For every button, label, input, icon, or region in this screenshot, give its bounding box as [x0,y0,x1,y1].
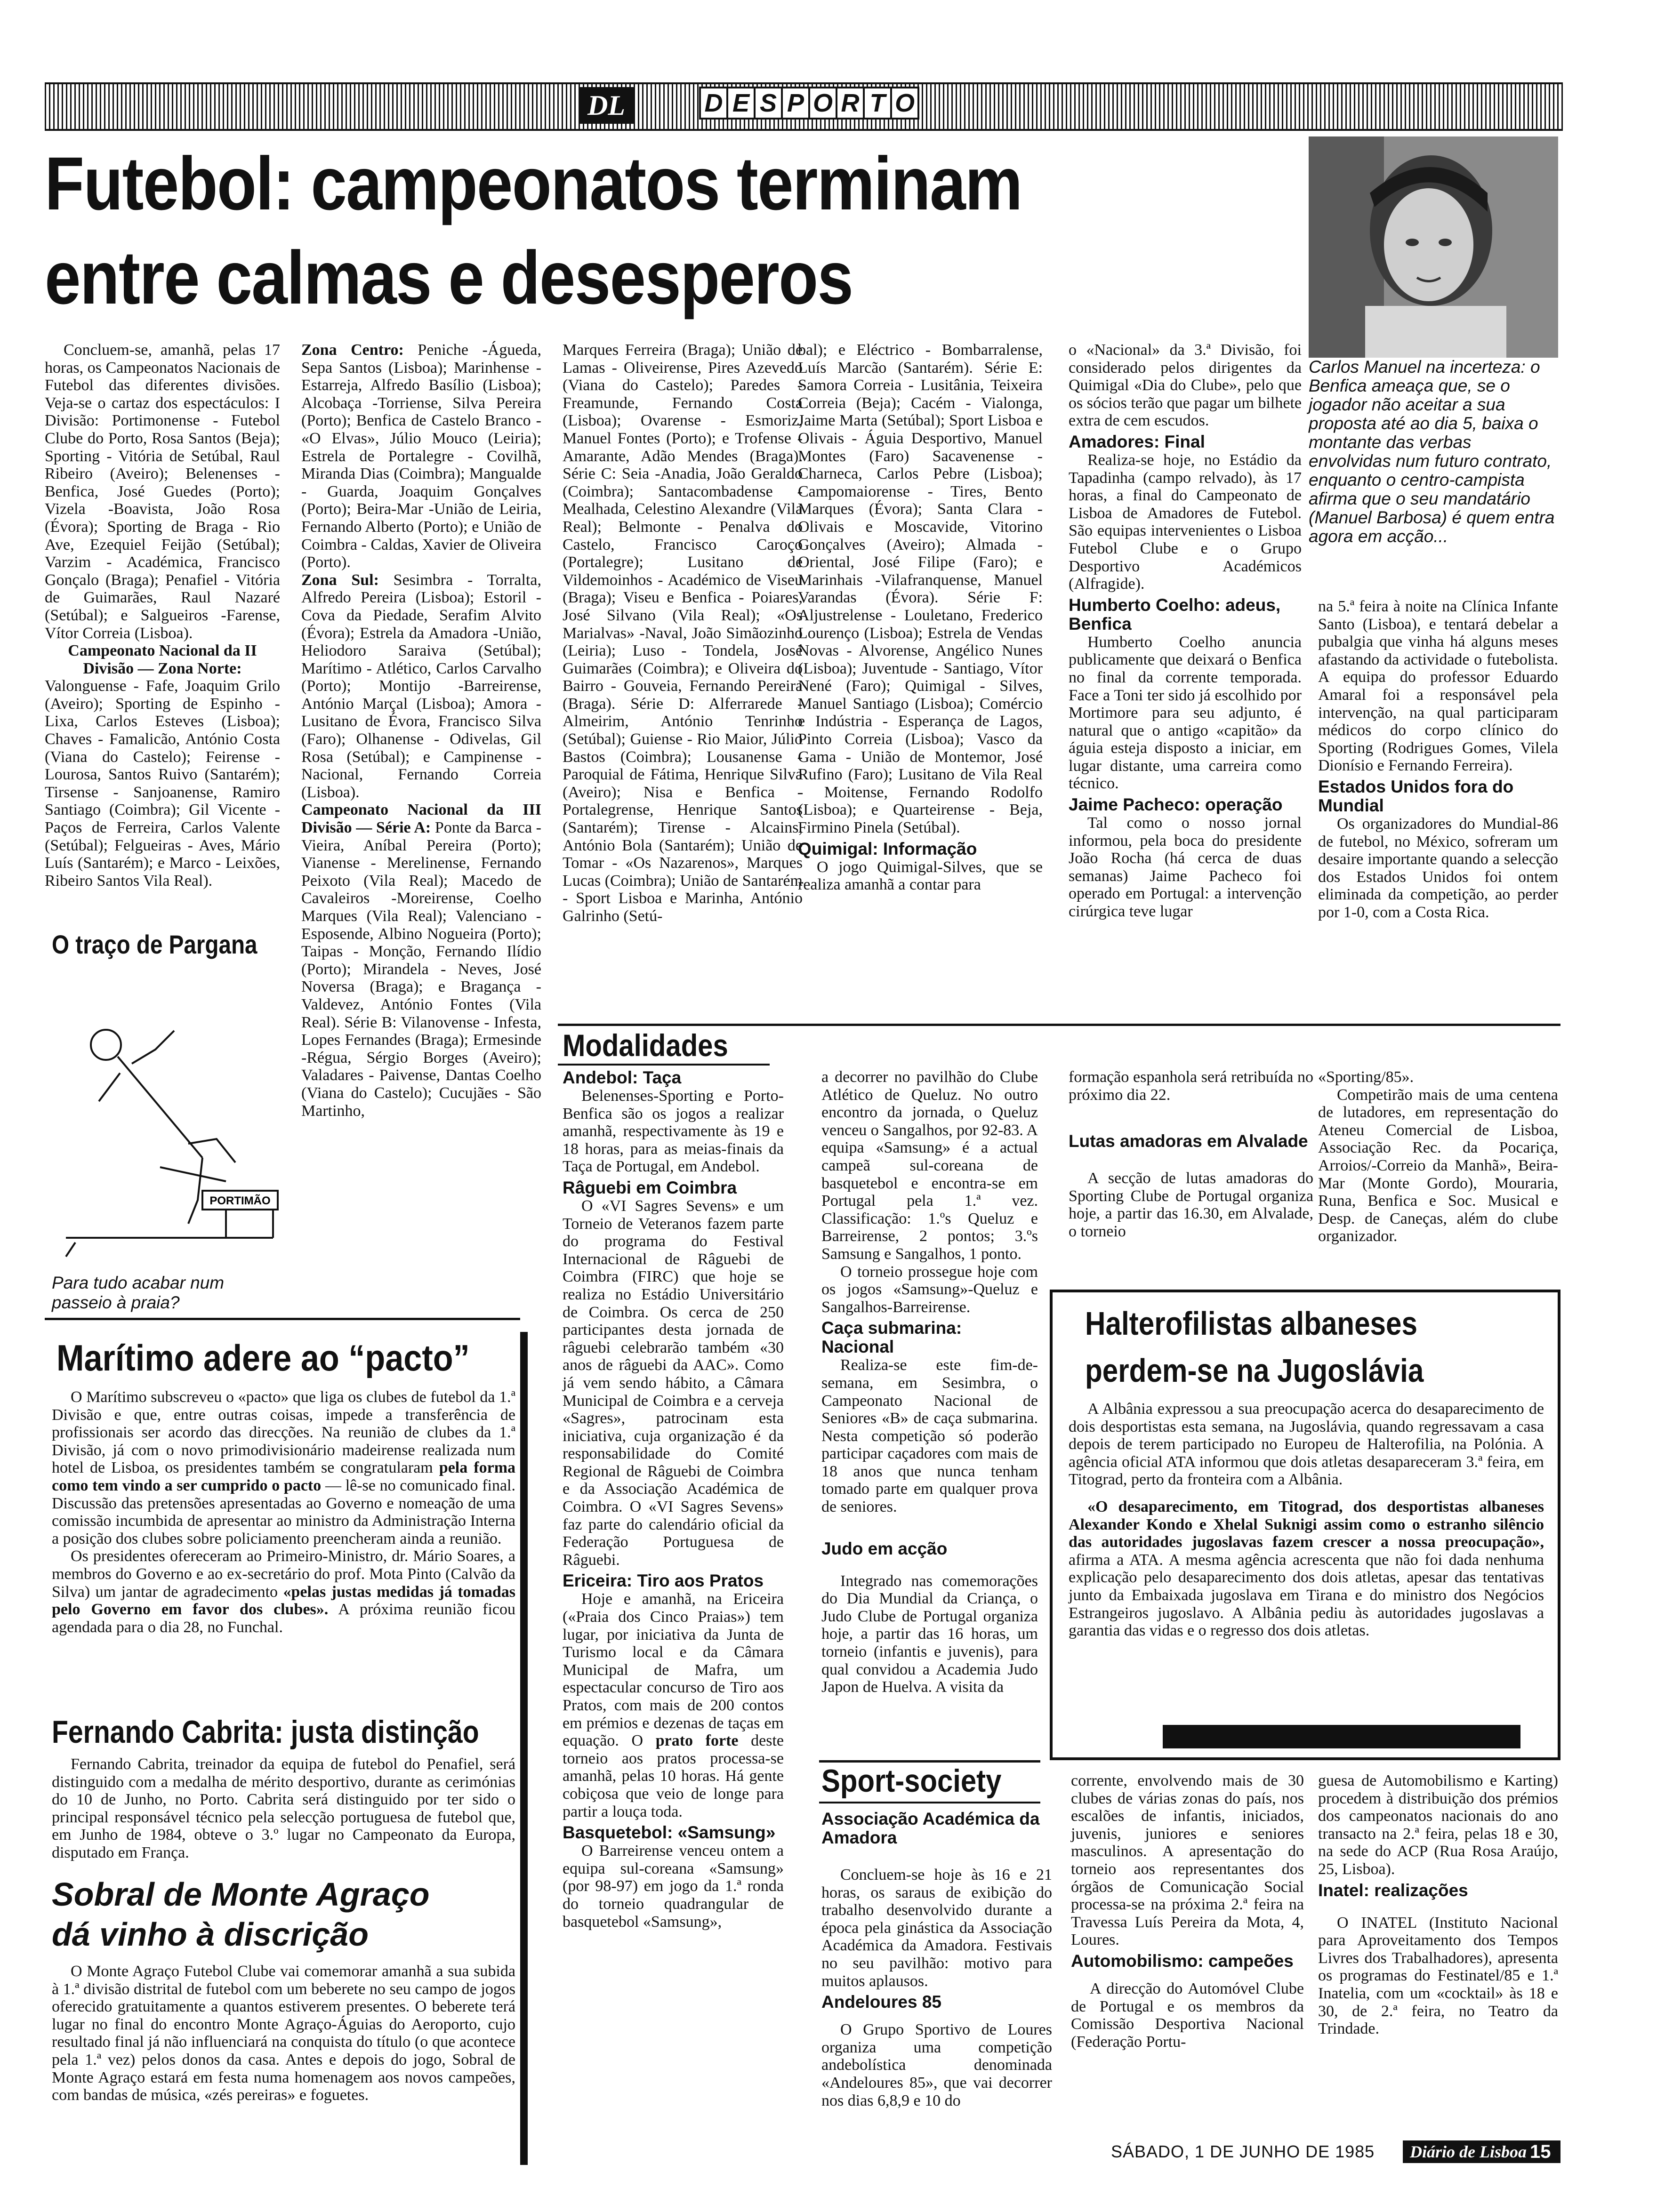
sobral-text: O Monte Agraço Futebol Clube vai comemorar amanhã a sua subida à 1.ª divisão distrital de futebol com um beberete no seu campo de jogos oferecido gratuitamente a quantos estiverem presentes. O beberete terá lugar no final do encontro Monte Agraço-Águias do Aeroporto, cujo resultado final já não influenciará na conquista do título (o que acontece pela 1.ª vez) pelos donos da casa. Antes e depois do jogo, Sobral de Monte Agraço estará em festa numa homenagem aos novos campeões, com bandas de música, «zés pereiras» e foguetes. [52,1963,515,2104]
footer-date: SÁBADO, 1 DE JUNHO DE 1985 [1111,2142,1375,2161]
top-col3 [563,341,803,1005]
maritimo-p1: O Marítimo subscreveu o «pacto» que liga os clubes de futebol da 1.ª Divisão e que, entre outras coisas, impede a transferência de profissionais ser acordo das direcções. Na reunião de clubes da 1.ª Divisão, já com o novo primodivisionário madeirense realizada num hotel de Lisboa, os presidentes também se congratularam [52,1388,515,1477]
top-col1-heading: Campeonato Nacional da II Divisão — Zona Norte: [68,642,257,677]
top-col4-text-b: O jogo Quimigal-Silves, que se realiza amanhã a contar para [798,858,1043,894]
albania-black-bar [1163,1725,1520,1748]
iii-divisao-heading: Campeonato Nacional da III Divisão — Série A: [301,801,541,837]
automobilismo-text: A direcção do Automóvel Clube de Portugal e os membros da Comissão Desportiva Nacional (Federação Portu- [1071,1980,1304,2051]
sobral-title-line2: dá vinho à discrição [52,1916,369,1953]
top-col6-text-b: Os organizadores do Mundial-86 de futebol, no México, sofreram um desaire importante quando a selecção dos Estados Unidos foi ontem eliminada da competição, ao perder por 1-0, com a Costa Rica. [1318,815,1558,921]
caca-subhead: Caça submarina: Nacional [821,1318,962,1357]
modalidades-col1 [563,1068,784,2165]
albania-title-line2: perdem-se na Jugoslávia [1085,1352,1424,1389]
section-title [699,87,917,120]
maritimo-p2-bold: «pelas justas medidas já tomadas pelo Governo em favor dos clubes». [52,1583,516,1619]
pacheco-subhead: Jaime Pacheco: operação [1069,795,1283,815]
sporting85-text: «Sporting/85». [1318,1068,1414,1086]
top-col1 [45,341,280,915]
zona-sul-heading: Zona Sul: [301,571,379,589]
top-col2 [301,341,542,1120]
divider-maritimo [45,1318,520,1320]
sport-society-title: Sport-society [821,1763,1002,1799]
judo-subhead: Judo em acção [821,1539,948,1558]
section-letter: P [781,87,810,120]
iii-divisao-text: Ponte da Barca - Vieira, Aníbal Pereira (Porto); Vianense - Merelinense, Fernando Peixoto (Vila Real); Macedo de Cavaleiros -Moreirense, Coelho Marques (Vila Real); Valenciano - Esposende, Albino Nogueira (Porto); Taipas - Monção, Fernando Ilídio (Porto); Mirandela - Neves, José Noversa (Braga); e Bragança - Valdevez, António Fontes (Vila Real). Série B: Vilanovense - Infesta, Lopes Fernandes (Braga); Ermesinde -Régua, Sérgio Borges (Aveiro); Valadares - Paivense, Dantas Coelho (Viana do Castelo); Cucujães - São Martinho, [301,819,542,1120]
ericeira-text-end: deste torneio aos pratos processa-se amanhã, pelas 10 horas. Há gente cobiçosa que veio de longe para partir a louça toda. [563,1732,784,1820]
sobral-title-line1: Sobral de Monte Agraço [52,1876,430,1913]
top-col5-text: o «Nacional» da 3.ª Divisão, foi considerado pelos dirigentes da Quimigal «Dia do Clube», pelo que os sócios terão que pagar um bilhete extra de cem escudos. [1069,341,1302,430]
cartoon-drawing [47,1002,292,1266]
pacheco-text: Tal como o nosso jornal informou, pela boca do presidente João Rocha (há cerca de duas semanas) Jaime Pacheco foi operado em Portugal: a intervenção cirúrgica teve lugar [1069,814,1302,921]
cabrita-title: Fernando Cabrita: justa distinção [52,1714,479,1750]
photo-caption: Carlos Manuel na incerteza: o Benfica ameaça que, se o jogador não aceitar a sua proposta até ao dia 5, baixa o montante das verbas envolvidas num futuro contrato, enquanto o centro-campista afirma que o seu mandatário (Manuel Barbosa) é quem entra agora em acção... [1309,357,1555,546]
formacao-text: formação espanhola será retribuída no próximo dia 22. [1069,1068,1313,1104]
zona-centro-text: Peniche -Águeda, Sepa Santos (Lisboa); Marinhense - Estarreja, Alfredo Basílio (Lisboa); Alcobaça -Torriense, Silva Pereira (Porto); Benfica de Castelo Branco - «O Elvas», Júlio Mouco (Leiria); Estrela de Portalegre - Covilhã, Miranda Dias (Coimbra); Mangualde - Guarda, Joaquim Gonçalves (Porto); Beira-Mar -União de Leiria, Fernando Alberto (Porto); e União de Coimbra - Caldas, Xavier de Oliveira (Porto). [301,341,541,571]
basquetebol-subhead: Basquetebol: «Samsung» [563,1823,776,1843]
logo-text: DL [587,90,625,121]
automobilismo-subhead: Automobilismo: campeões [1071,1951,1294,1971]
modalidades-title: Modalidades [563,1028,728,1063]
ericeira-bold: prato forte [655,1732,739,1750]
zona-sul-text: Sesimbra - Torralta, Alfredo Pereira (Lisboa); Estoril - Cova da Piedade, Serafim Alvito (Évora); Estrela da Amadora -União, Heliodoro Saraiva (Setúbal); Marítimo - Atlético, Carlos Carvalho (Porto); Montijo -Barreirense, António Marçal (Lisboa); Amora - Lusitano de Évora, Francisco Silva (Faro); Olhanense - Odivelas, Gil Rosa (Setúbal); e Campinense - Nacional, Fernando Correia (Lisboa). [301,571,542,801]
divider-modalidades [558,1024,1560,1026]
cabrita-text: Fernando Cabrita, treinador da equipa de futebol do Penafiel, será distinguido com a medalha de mérito desportivo, durante as cerimónias do 10 de Junho, no Porto. Cabrita será distinguido por ter sido o principal responsável técnico pela selecção portuguesa de futebol que, em Junho de 1984, obteve o 3.º lugar no Campeonato da Europa, disputado em França. [52,1755,515,1861]
modalidades-col2 [821,1068,1038,1765]
headline-line2: entre calmas e desesperos [45,235,853,320]
footer-paper-name: Diário de Lisboa [1410,2142,1527,2161]
albania-p2-bold: «O desaparecimento, em Titograd, dos desportistas albaneses Alexander Kondo e Xhelal Suknigi assim como o estranho silêncio das autoridades jugoslavas fazem crescer a nossa preocupação», [1069,1498,1544,1551]
section-letter: E [726,87,756,120]
section-letter: T [863,87,892,120]
headline-line1: Futebol: campeonatos terminam [45,141,1022,225]
raguebi-subhead: Râguebi em Coimbra [563,1178,737,1197]
basquetebol-text: O Barreirense venceu ontem a equipa sul-coreana «Samsung» (por 98-97) em jogo da 1.ª ronda do torneio quadrangular de basquetebol «Samsung», [563,1842,784,1931]
albania-body [1069,1400,1544,1715]
section-letter: S [754,87,783,120]
amadores-text: Realiza-se hoje, no Estádio da Tapadinha (campo relvado), às 17 horas, a final do Campeonato de Lisboa de Amadores de Futebol. São equipas intervenientes o Lisboa Futebol Clube e o Grupo Desportivo Académicos (Alfragide). [1069,451,1302,593]
lutas-subhead: Lutas amadoras em Alvalade [1069,1131,1308,1151]
humberto-text: Humberto Coelho anuncia publicamente que deixará o Benfica no final da corrente temporada. Face a Toni ter sido já escolhido por Mortimore para seu adjunto, é natural que o antigo «capitão» da águia esteja disposto a iniciar, em lugar distante, uma carreira como técnico. [1069,633,1302,793]
andeloures-text: O Grupo Sportivo de Loures organiza uma competição andebolística denominada «Andeloures 85», que vai decorrer nos dias 6,8,9 e 10 do [821,2021,1052,2109]
ericeira-subhead: Ericeira: Tiro aos Pratos [563,1571,764,1591]
quimigal-subhead: Quimigal: Informação [798,839,977,858]
sport-society-col2 [1071,1772,1304,2165]
section-letter: O [890,87,919,120]
top-col1-text-b: Valonguense - Fafe, Joaquim Grilo (Aveiro); Sporting de Espinho -Lixa, Carlos Esteves (Lisboa); Chaves - Famalicão, António Costa (Viana do Castelo); Feirense - Lourosa, Santos Ruivo (Santarém); Tirsense - Sanjoanense, Ramiro Santiago (Coimbra); Gil Vicente - Paços de Ferreira, Carlos Valente (Setúbal); Felgueiras - Aves, Mário Luís (Santarém); e Marco - Leixões, Ribeiro Santos Vila Real). [45,677,280,890]
estados-unidos-subhead: Estados Unidos fora do Mundial [1318,777,1514,815]
divider-modalidades-under [558,1064,770,1066]
albania-p2-end: afirma a ATA. A mesma agência acrescenta que não foi dada nenhuma explicação pelo desaparecimento dos dois atletas, apesar das tentativas junto da Embaixada jugoslava em Tirana e do ministro dos Negócios Estrangeiros jugoslavo. A Albânia pediu às autoridades jugoslavas a garantia das vidas e o regresso dos dois atletas. [1069,1551,1544,1640]
samsung-text: a decorrer no pavilhão do Clube Atlético de Queluz. No outro encontro da jornada, o Queluz venceu o Sangalhos, por 92-83. A equipa «Samsung» é a actual campeã sul-coreana de basquetebol e encontra-se em Portugal pela 1.ª vez. Classificação: 1.ºs Queluz e Barreirense, 2 pontos; 3.ºs Samsung e Sangalhos, 1 ponto. [821,1068,1038,1263]
maritimo-p1-bold: pela forma como tem vindo a ser cumprido o pacto [52,1459,516,1494]
competirao-text: Competirão mais de uma centena de lutadores, em representação do Ateneu Comercial de Lisboa, Associação Rec. da Pocariça, Arroios/-Correio da Manhã», Beira-Mar (Monte Gordo), Mouraria, Runa, Benfica e Soc. Musical e Desp. de Caneças, além do clube organizador. [1318,1086,1558,1245]
inatel-text: O INATEL (Instituto Nacional para Aproveitamento dos Tempos Livres dos Trabalhadores), apresenta os programas do Festinatel/85 e 1.ª Inatelia, com um «cocktail» às 18 e 30, de 2.ª feira, no Teatro da Trindade. [1318,1914,1558,2038]
divider-sport-society-under [819,1802,1040,1803]
acp-text: guesa de Automobilismo e Karting) procedem à distribuição dos prémios dos campeonatos nacionais do ano transacto na 2.ª feira, pelas 18 e 30, na sede do ACP (Rua Rosa Araújo, 25, Lisboa). [1318,1772,1558,1878]
sport-society-col1 [821,1810,1052,2165]
maritimo-p1-end: — lê-se no comunicado final. Discussão das pretensões apresentadas ao Governo e nomeação de uma comissão incumbida de apresentar ao ministro da Administração Interna a posição dos clubes sobre policiamento preencheram ainda a reunião. [52,1476,515,1547]
samsung-text-b: O torneio prossegue hoje com os jogos «Samsung»-Queluz e Sangalhos-Barreirense. [821,1263,1038,1316]
divider-vertical [520,1332,528,2165]
maritimo-title: Marítimo adere ao “pacto” [56,1337,470,1378]
portrait-image [1309,136,1558,358]
raguebi-text: O «VI Sagres Sevens» e um Torneio de Veteranos fazem parte do programa do Festival Internacional de Râguebi de Coimbra (FIRC) que hoje se realiza no Estádio Universitário de Coimbra. Os cerca de 250 participantes desta jornada de râguebi celebrarão também «30 anos de râguebi da AAC». Como já vem sendo hábito, a Câmara Municipal de Coimbra e a cerveja «Sagres», patrocinam esta iniciativa, cuja organização é da responsabilidade do Comité Regional de Râguebi de Coimbra e da Associação Académica de Coimbra. O «VI Sagres Sevens» faz parte do calendário oficial da Federação Portuguesa de Râguebi. [563,1197,784,1569]
top-col4-text: bal); e Eléctrico - Bombarralense, Luís Marcão (Santarém). Série E: Samora Correia - Lusitânia, Teixeira Correia (Beja); Cacém - Vialonga, Jaime Marta (Setúbal); Sport Lisboa e Olivais - Águia Desportivo, Manuel Montes (Faro) Sacavenense - Charneca, Carlos Pebre (Lisboa); Campomaiorense - Tires, Bento Marques (Évora); Santa Clara - Olivais e Moscavide, Vitorino Gonçalves (Aveiro); Almada - Oriental, José Filipe (Faro); e Marinhais -Vilafranquense, Manuel Varandas (Évora). Série F: Aljustrelense - Louletano, Frederico Lourenço (Lisboa); Estrela de Vendas Novas - Alvorense, Angélico Nunes (Lisboa); Juventude - Santiago, Vítor Nené (Faro); Quimigal - Silves, Manuel Santiago (Lisboa); Comércio e Indústria - Esperança de Lagos, Pinto Correia (Lisboa); Vasco da Gama - União de Montemor, José Rufino (Faro); Lusitano de Vila Real - Moitense, Fernando Rodolfo (Lisboa); e Quarteirense - Beja, Firmino Pinela (Setúbal). [798,341,1043,837]
corrente-text: corrente, envolvendo mais de 30 clubes de várias zonas do país, nos escalões de infantis, iniciados, juvenis, juniores e seniores masculinos. A apresentação do torneio aos representantes dos órgãos de Comunicação Social processa-se na próxima 2.ª feira na Travessa Luís Pereira da Mota, 4, Loures. [1071,1772,1304,1949]
judo-text: Integrado nas comemorações do Dia Mundial da Criança, o Judo Clube de Portugal organiza hoje, a partir das 16 horas, um torneio (infantis e juvenis), para qual convidou a Academia Judo Japon de Huelva. A visita da [821,1572,1038,1696]
amadores-subhead: Amadores: Final [1069,432,1205,451]
albania-p1: A Albânia expressou a sua preocupação acerca do desaparecimento de dois desportistas esta semana, na Jugoslávia, quando regressavam a casa depois de terem participado no Europeu de Halterofilia, na Polónia. A agência oficial ATA informou que dois atletas desapareceram 3.ª feira, em Titograd, perto da fronteira com a Albânia. [1069,1400,1544,1489]
sport-society-col3 [1318,1772,1558,2132]
header-logo [579,87,634,124]
cartoon-sign: PORTIMÃO [209,1194,271,1207]
humberto-subhead: Humberto Coelho: adeus, Benfica [1069,595,1281,633]
sobral-body [52,1963,515,2165]
cabrita-body [52,1755,515,1868]
footer-page-number: 15 [1530,2141,1551,2162]
cartoon-caption: Para tudo acabar num passeio à praia? [52,1273,225,1312]
maritimo-p2: Os presidentes ofereceram ao Primeiro-Ministro, dr. Mário Soares, a membros do Governo e ao ex-secretário do prof. Mota Pinto (Calvão da Silva) um jantar de agradecimento [52,1547,515,1601]
section-letter: R [836,87,865,120]
andeloures-subhead: Andeloures 85 [821,1992,941,2012]
top-col1-text: Concluem-se, amanhã, pelas 17 horas, os Campeonatos Nacionais de Futebol das diferentes divisões. Veja-se o cartaz dos espectáculos: I Divisão: Portimonense - Futebol Clube do Porto, Rosa Santos (Beja); Sporting - Vitória de Setúbal, Raul Ribeiro (Aveiro); Belenenses - Benfica, José Guedes (Porto); Vizela -Boavista, João Rosa (Évora); Sporting de Braga - Rio Ave, Ezequiel Feijão (Setúbal); Varzim - Académica, Francisco Gonçalo (Braga); Penafiel - Vitória de Guimarães, Raul Nazaré (Setúbal); e Salgueiros -Farense, Vítor Correia (Lisboa). [45,341,280,642]
top-col6 [1318,598,1558,1012]
cartoon-title: O traço de Pargana [52,930,257,959]
albania-title-line1: Halterofilistas albaneses [1085,1305,1418,1342]
top-col3-text: Marques Ferreira (Braga); União de Lamas - Oliveirense, Pires Azevedo (Viana do Castelo); Paredes - Freamunde, Fernando Costa (Lisboa); Ovarense - Esmoriz, Manuel Fontes (Porto); e Trofense - Amarante, Adão Mendes (Braga). Série C: Seia -Anadia, João Geraldo (Coimbra); Santacombadense - Mealhada, Celestino Alexandre (Vila Real); Belmonte - Penalva do Castelo, Francisco Caroço (Portalegre); Lusitano de Vildemoinhos - Académico de Viseu (Braga); Viseu e Benfica - Poiares, José Silvano (Vila Real); «Os Marialvas» -Naval, João Simãozinho (Leiria); Luso - Tondela, José Guimarães (Coimbra); e Oliveira do Bairro - Gouveia, Fernando Pereira (Braga). Série D: Alferrarede - Almeirim, António Tenrinho (Setúbal); Guiense - Rio Maior, Júlio Bastos (Coimbra); Lousanense - Paroquial de Fátima, Henrique Silva (Aveiro); Nisa e Benfica - Portalegrense, Henrique Santos (Santarém); Tirense - Alcains, António Bola (Santarém); União de Tomar - «Os Nazarenos», Marques Lucas (Coimbra); União de Santarém - Sport Lisboa e Marinha, António Galrinho (Setú- [563,341,803,925]
ericeira-text: Hoje e amanhã, na Ericeira («Praia dos Cinco Praias») tem lugar, por iniciativa da Junta de Turismo local e da Câmara Municipal de Mafra, um espectacular concurso de Tiro aos Pratos, com mais de 200 contos em prémios e dezenas de taças em equação. O [563,1590,784,1750]
modalidades-col3 [1069,1068,1313,1294]
top-col6-text: na 5.ª feira à noite na Clínica Infante Santo (Lisboa), e tentará debelar a pubalgia que vinha há alguns meses afastando da actividade o futebolista. A equipa do professor Eduardo Amaral foi a responsável pela intervenção, na qual participaram médicos do corpo clínico do Sporting (Rodrigues Gomes, Vilela Dionísio e Fernando Ferreira). [1318,598,1558,775]
andebol-subhead: Andebol: Taça [563,1068,682,1087]
lutas-text: A secção de lutas amadoras do Sporting Clube de Portugal organiza hoje, a partir das 16.30, em Alvalade, o torneio [1069,1170,1313,1240]
maritimo-p2-end: A próxima reunião ficou agendada para o dia 28, no Funchal. [52,1601,516,1636]
section-letter: O [808,87,837,120]
academica-text: Concluem-se hoje às 16 e 21 horas, os saraus de exibição do trabalho desenvolvido durante a época pela ginástica da Associação Académica da Amadora. Festivais no seu pavilhão: motivo para muitos aplausos. [821,1866,1052,1990]
inatel-subhead: Inatel: realizações [1318,1880,1468,1900]
modalidades-col4 [1318,1068,1558,1275]
photo-carlos-manuel [1309,136,1558,358]
maritimo-body [52,1388,515,1708]
section-letter: D [699,87,728,120]
top-col4 [798,341,1043,1010]
top-col5 [1069,341,1302,1010]
caca-text: Realiza-se este fim-de-semana, em Sesimbra, o Campeonato Nacional de Seniores «B» de caça submarina. Nesta competição só poderão participar caçadores com mais de 18 anos que nunca tenham tomado parte em qualquer prova de seniores. [821,1356,1038,1516]
academica-subhead: Associação Académica da Amadora [821,1809,1040,1847]
andebol-text: Belenenses-Sporting e Porto-Benfica são os jogos a realizar amanhã, respectivamente às 19 e 18 horas, para as meias-finais da Taça de Portugal, em Andebol. [563,1087,784,1176]
zona-centro-heading: Zona Centro: [301,341,404,359]
